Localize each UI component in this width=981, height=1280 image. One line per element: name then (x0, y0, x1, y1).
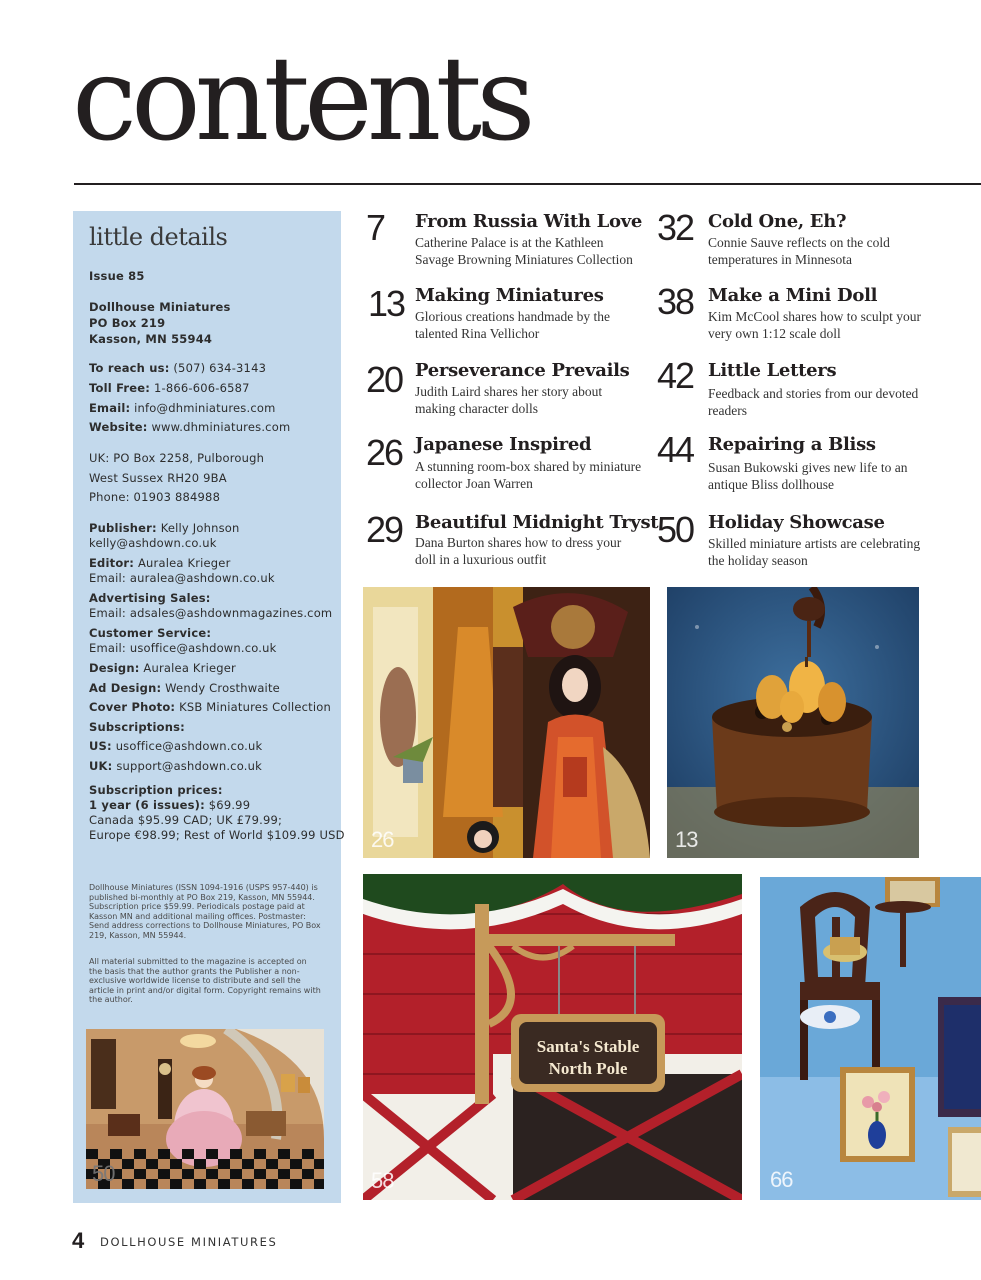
title-divider (74, 183, 981, 185)
fine-print-publication: Dollhouse Miniatures (ISSN 1094-1916 (USPS 957-440) is published bi-monthly at PO Box 219, Kasson, MN 55944. Subscription price $59.99. Periodicals postage paid at Kasson MN and additional mailing offices. Postmaster: Send address corrections to Dollhouse Miniatures, PO Box 219, Kasson, MN 55944. (89, 883, 321, 940)
advertising-email[interactable]: Email: adsales@ashdownmagazines.com (89, 606, 333, 620)
toc-title: Making Miniatures (415, 285, 604, 306)
address-line: Dollhouse Miniatures (89, 300, 231, 314)
advertising-label: Advertising Sales: (89, 591, 211, 605)
us-subscription-line: US: usoffice@ashdown.co.uk (89, 739, 263, 753)
doll-roombox-illustration (363, 587, 650, 858)
toc-description: Dana Burton shares how to dress your doll in a luxurious outfit (415, 535, 622, 567)
toc-description: Judith Laird shares her story about making character dolls (415, 384, 603, 416)
sidebar-title: little details (89, 223, 228, 251)
toc-title: Perseverance Prevails (415, 360, 630, 381)
barn-sign-line-2: North Pole (548, 1059, 628, 1078)
toc-description: Kim McCool shares how to sculpt your very own 1:12 scale doll (708, 309, 921, 341)
toc-title: Little Letters (708, 360, 837, 381)
photo-dollhouse-room[interactable] (86, 1029, 324, 1189)
toc-description: Catherine Palace is at the Kathleen Savage Browning Miniatures Collection (415, 235, 633, 267)
photo-page-number: 26 (371, 827, 394, 852)
toc-page-number: 7 (366, 207, 385, 248)
toc-title: Holiday Showcase (708, 512, 885, 533)
toc-description: Susan Bukowski gives new life to an antique Bliss dollhouse (708, 460, 908, 492)
address-line: Kasson, MN 55944 (89, 332, 213, 346)
uk-subscription-line: UK: support@ashdown.co.uk (89, 759, 262, 773)
uk-address-line: UK: PO Box 2258, Pulborough (89, 451, 265, 465)
email-link[interactable]: info@dhminiatures.com (134, 401, 276, 415)
address-line: PO Box 219 (89, 316, 166, 330)
website-link[interactable]: www.dhminiatures.com (151, 420, 291, 434)
prices-line: Europe €98.99; Rest of World $109.99 USD (89, 828, 345, 842)
toc-page-number: 29 (366, 509, 403, 550)
design-line: Design: Auralea Krieger (89, 661, 236, 675)
toc-page-number: 26 (366, 432, 403, 473)
toc-title: Beautiful Midnight Tryst (415, 512, 659, 533)
furniture-illustration (760, 877, 981, 1200)
toc-description: Connie Sauve reflects on the cold temperatures in Minnesota (708, 235, 890, 267)
toc-page-number: 32 (657, 207, 694, 248)
publisher-line: Publisher: Kelly Johnson (89, 521, 240, 535)
photo-japanese-doll[interactable] (363, 587, 650, 858)
toc-page-number: 44 (657, 429, 694, 470)
email-line: Email: info@dhminiatures.com (89, 401, 276, 415)
photo-page-number: 13 (675, 827, 698, 852)
editor-line: Editor: Auralea Krieger (89, 556, 231, 570)
sidebar-little-details (73, 211, 345, 1203)
toc-description: Skilled miniature artists are celebrating the holiday season (708, 536, 921, 568)
toc-page-number: 50 (657, 509, 694, 550)
toc-page-number: 13 (368, 283, 405, 324)
uk-phone-line: Phone: 01903 884988 (89, 490, 221, 504)
toc-title: Repairing a Bliss (708, 434, 876, 455)
toc-title: Make a Mini Doll (708, 285, 878, 306)
dollhouse-room-illustration (86, 1029, 324, 1189)
customer-service-label: Customer Service: (89, 626, 212, 640)
photo-miniature-cake[interactable] (667, 587, 919, 858)
prices-line: Canada $95.99 CAD; UK £79.99; (89, 813, 283, 827)
toc-page-number: 38 (657, 281, 694, 322)
photo-page-number: 50 (92, 1161, 115, 1186)
toll-free-line: Toll Free: 1-866-606-6587 (89, 381, 250, 395)
website-line: Website: www.dhminiatures.com (89, 420, 291, 434)
reach-us-line: To reach us: (507) 634-3143 (89, 361, 267, 375)
folio-page-number: 4 (72, 1228, 85, 1253)
toc-title: From Russia With Love (415, 211, 643, 232)
fine-print-copyright: All material submitted to the magazine is accepted on the basis that the author grants the Publisher a non-exclusive worldwide license to distribute and sell the article in print and/or digital form. Copyright remains with the author. (89, 957, 321, 1005)
prices-line: 1 year (6 issues): $69.99 (89, 798, 251, 812)
ad-design-line: Ad Design: Wendy Crosthwaite (89, 681, 280, 695)
folio-magazine-name: DOLLHOUSE MINIATURES (100, 1235, 278, 1249)
prices-label: Subscription prices: (89, 783, 223, 797)
photo-page-number: 58 (371, 1168, 394, 1193)
publisher-email[interactable]: kelly@ashdown.co.uk (89, 536, 217, 550)
toc-page-number: 20 (366, 359, 403, 400)
photo-page-number: 66 (770, 1167, 793, 1192)
issue-number: Issue 85 (89, 269, 145, 283)
toc-title: Japanese Inspired (415, 434, 592, 455)
toc-description: Feedback and stories from our devoted readers (708, 386, 919, 418)
toc-title: Cold One, Eh? (708, 211, 847, 232)
toc-description: A stunning room-box shared by miniature collector Joan Warren (415, 459, 642, 491)
photo-santas-stable[interactable] (363, 874, 742, 1200)
toc-page-number: 42 (657, 355, 694, 396)
page-title: contents (72, 32, 530, 167)
cake-illustration (667, 587, 919, 858)
photo-miniature-furniture[interactable] (760, 877, 981, 1200)
barn-illustration (363, 874, 742, 1200)
editor-email[interactable]: Email: auralea@ashdown.co.uk (89, 571, 275, 585)
customer-service-email[interactable]: Email: usoffice@ashdown.co.uk (89, 641, 277, 655)
uk-address-line: West Sussex RH20 9BA (89, 471, 227, 485)
cover-photo-line: Cover Photo: KSB Miniatures Collection (89, 700, 332, 714)
subscriptions-label: Subscriptions: (89, 720, 185, 734)
barn-sign-line-1: Santa's Stable (536, 1037, 640, 1056)
toc-description: Glorious creations handmade by the talented Rina Vellichor (415, 309, 610, 341)
